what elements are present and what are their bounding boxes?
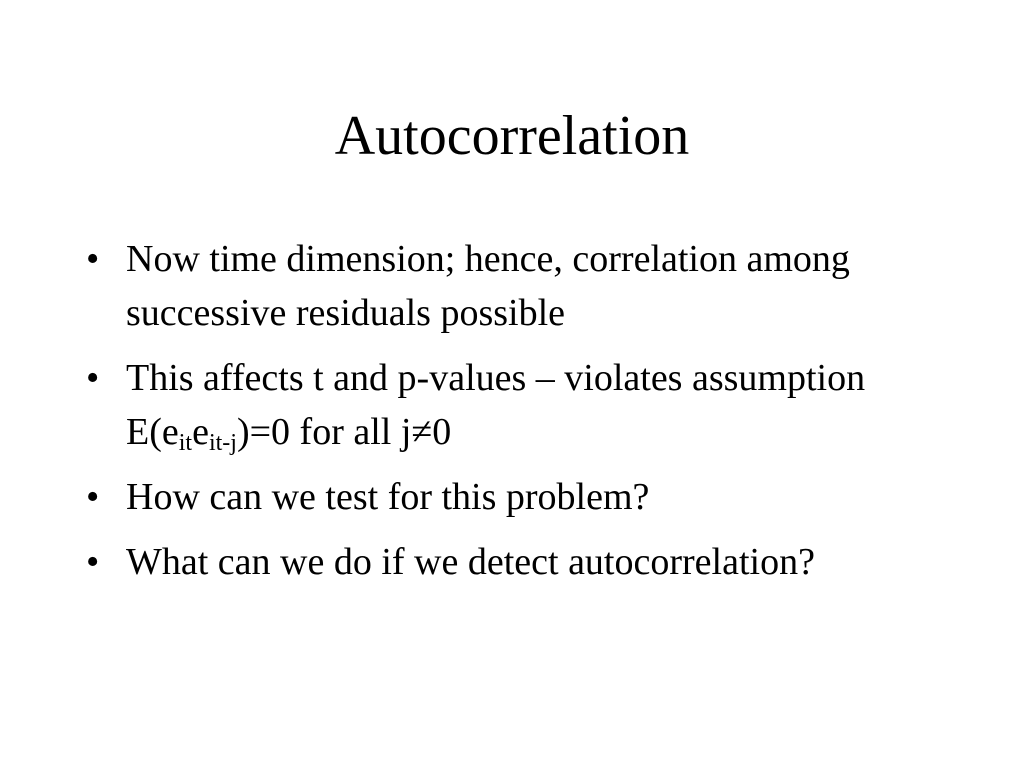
- bullet-text-mid: e: [192, 411, 209, 453]
- bullet-text: [126, 357, 866, 456]
- bullet-list: [86, 232, 946, 600]
- bullet-item: [86, 470, 946, 524]
- subscript-it: it: [178, 430, 193, 456]
- bullet-item: [86, 535, 946, 589]
- bullet-marker: •: [86, 238, 100, 280]
- bullet-item: [86, 232, 946, 340]
- bullet-text-after: )=0 for all j≠0: [236, 411, 452, 453]
- bullet-text: Now time dimension; hence, correlation among successive residuals possible: [126, 238, 850, 334]
- bullet-marker: •: [86, 357, 100, 399]
- bullet-marker: •: [86, 541, 100, 583]
- bullet-text: What can we do if we detect autocorrelation?: [126, 541, 815, 583]
- subscript-it-j: it-j: [208, 430, 237, 456]
- bullet-marker: •: [86, 476, 100, 518]
- bullet-text-before: This affects t and p-values – violates assumption E(e: [126, 357, 866, 453]
- slide-title: Autocorrelation: [334, 105, 690, 167]
- bullet-text: How can we test for this problem?: [126, 476, 650, 518]
- bullet-item: [86, 351, 946, 459]
